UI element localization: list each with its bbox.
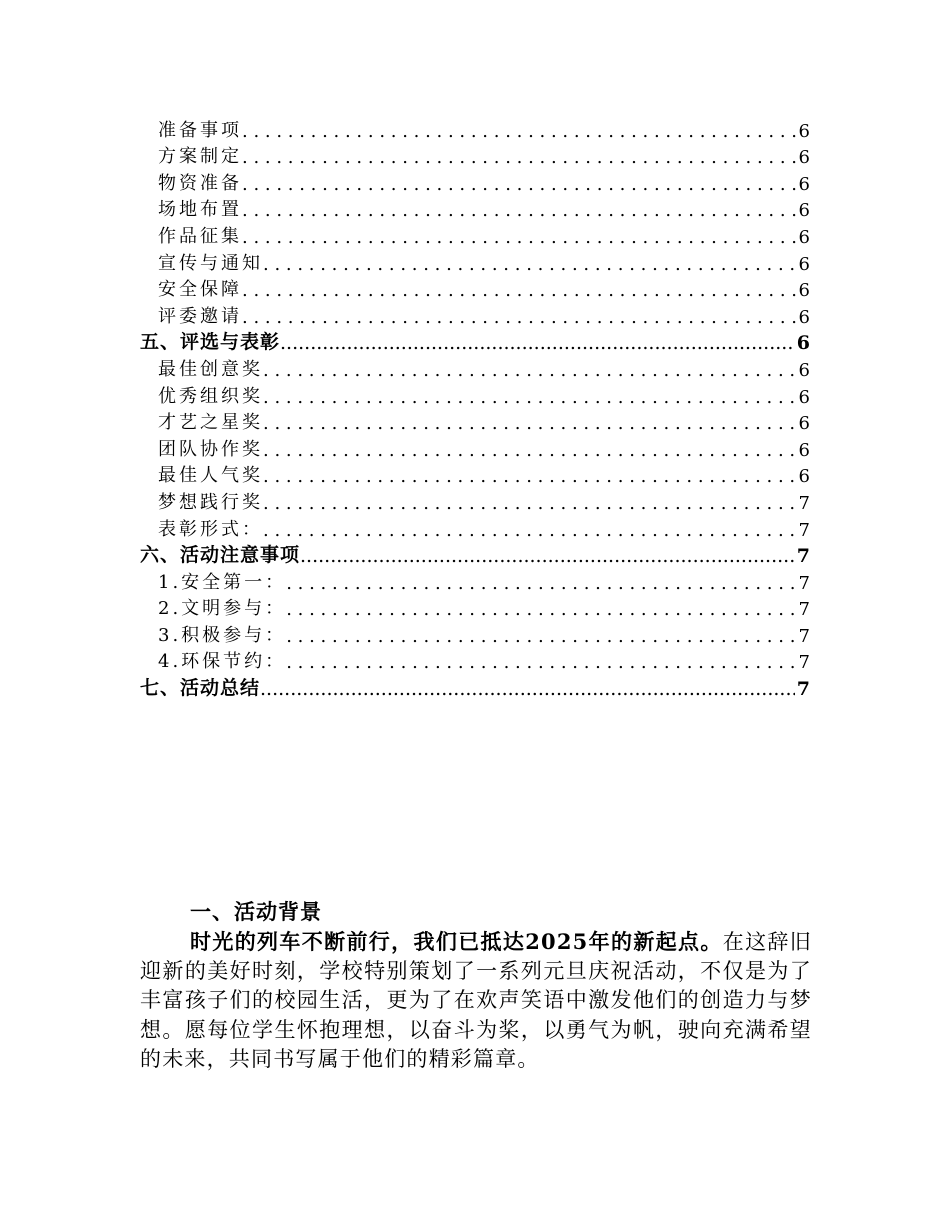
toc-dot-leader <box>242 280 797 301</box>
toc-dot-leader <box>263 413 797 434</box>
toc-page-number: 6 <box>798 359 810 381</box>
toc-entry-label: 最佳人气奖 <box>158 465 263 487</box>
toc-entry-label: 宣传与通知 <box>158 252 263 274</box>
toc-dot-leader <box>242 174 797 195</box>
toc-dot-leader <box>242 121 797 142</box>
toc-page-number: 6 <box>798 280 810 302</box>
paragraph-body: 在这辞旧迎新的美好时刻，学校特别策划了一系列元旦庆祝活动，不仅是为了丰富孩子们的校园生活，更为了在欢声笑语中激发他们的创造力与梦想。愿每位学生怀抱理想，以奋斗为桨，以勇气为帆，驶向充满希望的未来，共同书写属于他们的精彩篇章。 <box>140 930 812 1071</box>
toc-entry-label: 六、活动注意事项 <box>140 544 301 567</box>
toc-entry-label: 表彰形式： <box>158 518 263 540</box>
toc-entry-label: 五、评选与表彰 <box>140 331 281 354</box>
toc-entry[interactable] <box>140 248 810 275</box>
toc-entry[interactable] <box>140 647 810 674</box>
toc-page-number: 6 <box>798 386 810 408</box>
toc-entry[interactable] <box>140 275 810 302</box>
toc-entry[interactable] <box>140 434 810 461</box>
toc-entry[interactable] <box>140 195 810 222</box>
toc-dot-leader <box>263 387 797 408</box>
toc-dot-leader <box>286 599 796 620</box>
toc-entry-label: 2.文明参与： <box>158 598 287 620</box>
toc-dot-leader <box>263 520 797 541</box>
section-paragraph <box>140 927 812 1074</box>
toc-dot-leader <box>260 678 795 700</box>
toc-entry-label: 安全保障 <box>158 279 242 301</box>
toc-page-number: 6 <box>798 306 810 328</box>
toc-entry-label: 1.安全第一： <box>158 571 287 593</box>
toc-entry[interactable] <box>140 567 810 594</box>
toc-page-number: 6 <box>798 413 810 435</box>
toc-dot-leader <box>242 307 797 328</box>
toc-dot-leader <box>263 466 797 487</box>
toc-page-number: 6 <box>798 226 810 248</box>
toc-page-number: 6 <box>798 200 810 222</box>
toc-dot-leader <box>286 573 796 594</box>
toc-page-number: 7 <box>798 572 810 594</box>
toc-entry[interactable] <box>140 301 810 328</box>
toc-entry[interactable] <box>140 487 810 514</box>
paragraph-lead: 时光的列车不断前行，我们已抵达2025年的新起点。 <box>190 929 723 954</box>
toc-entry[interactable] <box>140 594 810 621</box>
toc-dot-leader <box>242 227 797 248</box>
toc-page-number: 7 <box>798 599 810 621</box>
toc-page-number: 7 <box>796 545 810 568</box>
toc-chapter-entry[interactable] <box>140 541 810 568</box>
toc-entry-label: 作品征集 <box>158 225 242 247</box>
toc-dot-leader <box>286 652 796 673</box>
toc-entry[interactable] <box>140 408 810 435</box>
toc-page-number: 7 <box>798 519 810 541</box>
toc-entry-label: 梦想践行奖 <box>158 491 263 513</box>
section-heading: 一、活动背景 <box>190 899 322 924</box>
toc-dot-leader <box>263 360 797 381</box>
toc-page-number: 7 <box>798 652 810 674</box>
toc-entry[interactable] <box>140 221 810 248</box>
toc-chapter-entry[interactable] <box>140 673 810 700</box>
toc-entry-label: 场地布置 <box>158 199 242 221</box>
toc-entry-label: 七、活动总结 <box>140 677 261 700</box>
toc-entry-label: 物资准备 <box>158 172 242 194</box>
toc-entry[interactable] <box>140 620 810 647</box>
section-activity-background <box>140 897 812 1074</box>
toc-dot-leader <box>263 254 797 275</box>
toc-page-number: 6 <box>798 466 810 488</box>
toc-entry[interactable] <box>140 168 810 195</box>
toc-dot-leader <box>263 440 797 461</box>
toc-chapter-entry[interactable] <box>140 328 810 355</box>
toc-entry-label: 最佳创意奖 <box>158 358 263 380</box>
toc-page-number: 6 <box>798 439 810 461</box>
toc-page-number: 6 <box>798 120 810 142</box>
toc-page-number: 6 <box>798 147 810 169</box>
toc-entry-label: 4.环保节约： <box>158 651 287 673</box>
toc-entry[interactable] <box>140 115 810 142</box>
toc-entry-label: 3.积极参与： <box>158 624 287 646</box>
toc-dot-leader <box>242 147 797 168</box>
toc-entry[interactable] <box>140 461 810 488</box>
toc-entry-label: 才艺之星奖 <box>158 412 263 434</box>
toc-page-number: 6 <box>798 253 810 275</box>
toc-entry[interactable] <box>140 354 810 381</box>
toc-entry[interactable] <box>140 514 810 541</box>
toc-dot-leader <box>286 626 796 647</box>
toc-entry-label: 团队协作奖 <box>158 438 263 460</box>
toc-entry-label: 评委邀请 <box>158 305 242 327</box>
toc-entry-label: 准备事项 <box>158 119 242 141</box>
toc-entry[interactable] <box>140 142 810 169</box>
toc-page-number: 6 <box>796 332 810 355</box>
toc-entry-label: 优秀组织奖 <box>158 385 263 407</box>
toc-page-number: 6 <box>798 173 810 195</box>
toc-page-number: 7 <box>798 625 810 647</box>
table-of-contents <box>140 115 810 700</box>
toc-page-number: 7 <box>796 678 810 701</box>
toc-dot-leader <box>280 332 795 354</box>
toc-dot-leader <box>300 545 795 567</box>
toc-dot-leader <box>263 493 797 514</box>
toc-page-number: 7 <box>798 492 810 514</box>
toc-entry-label: 方案制定 <box>158 146 242 168</box>
toc-dot-leader <box>242 200 797 221</box>
toc-entry[interactable] <box>140 381 810 408</box>
